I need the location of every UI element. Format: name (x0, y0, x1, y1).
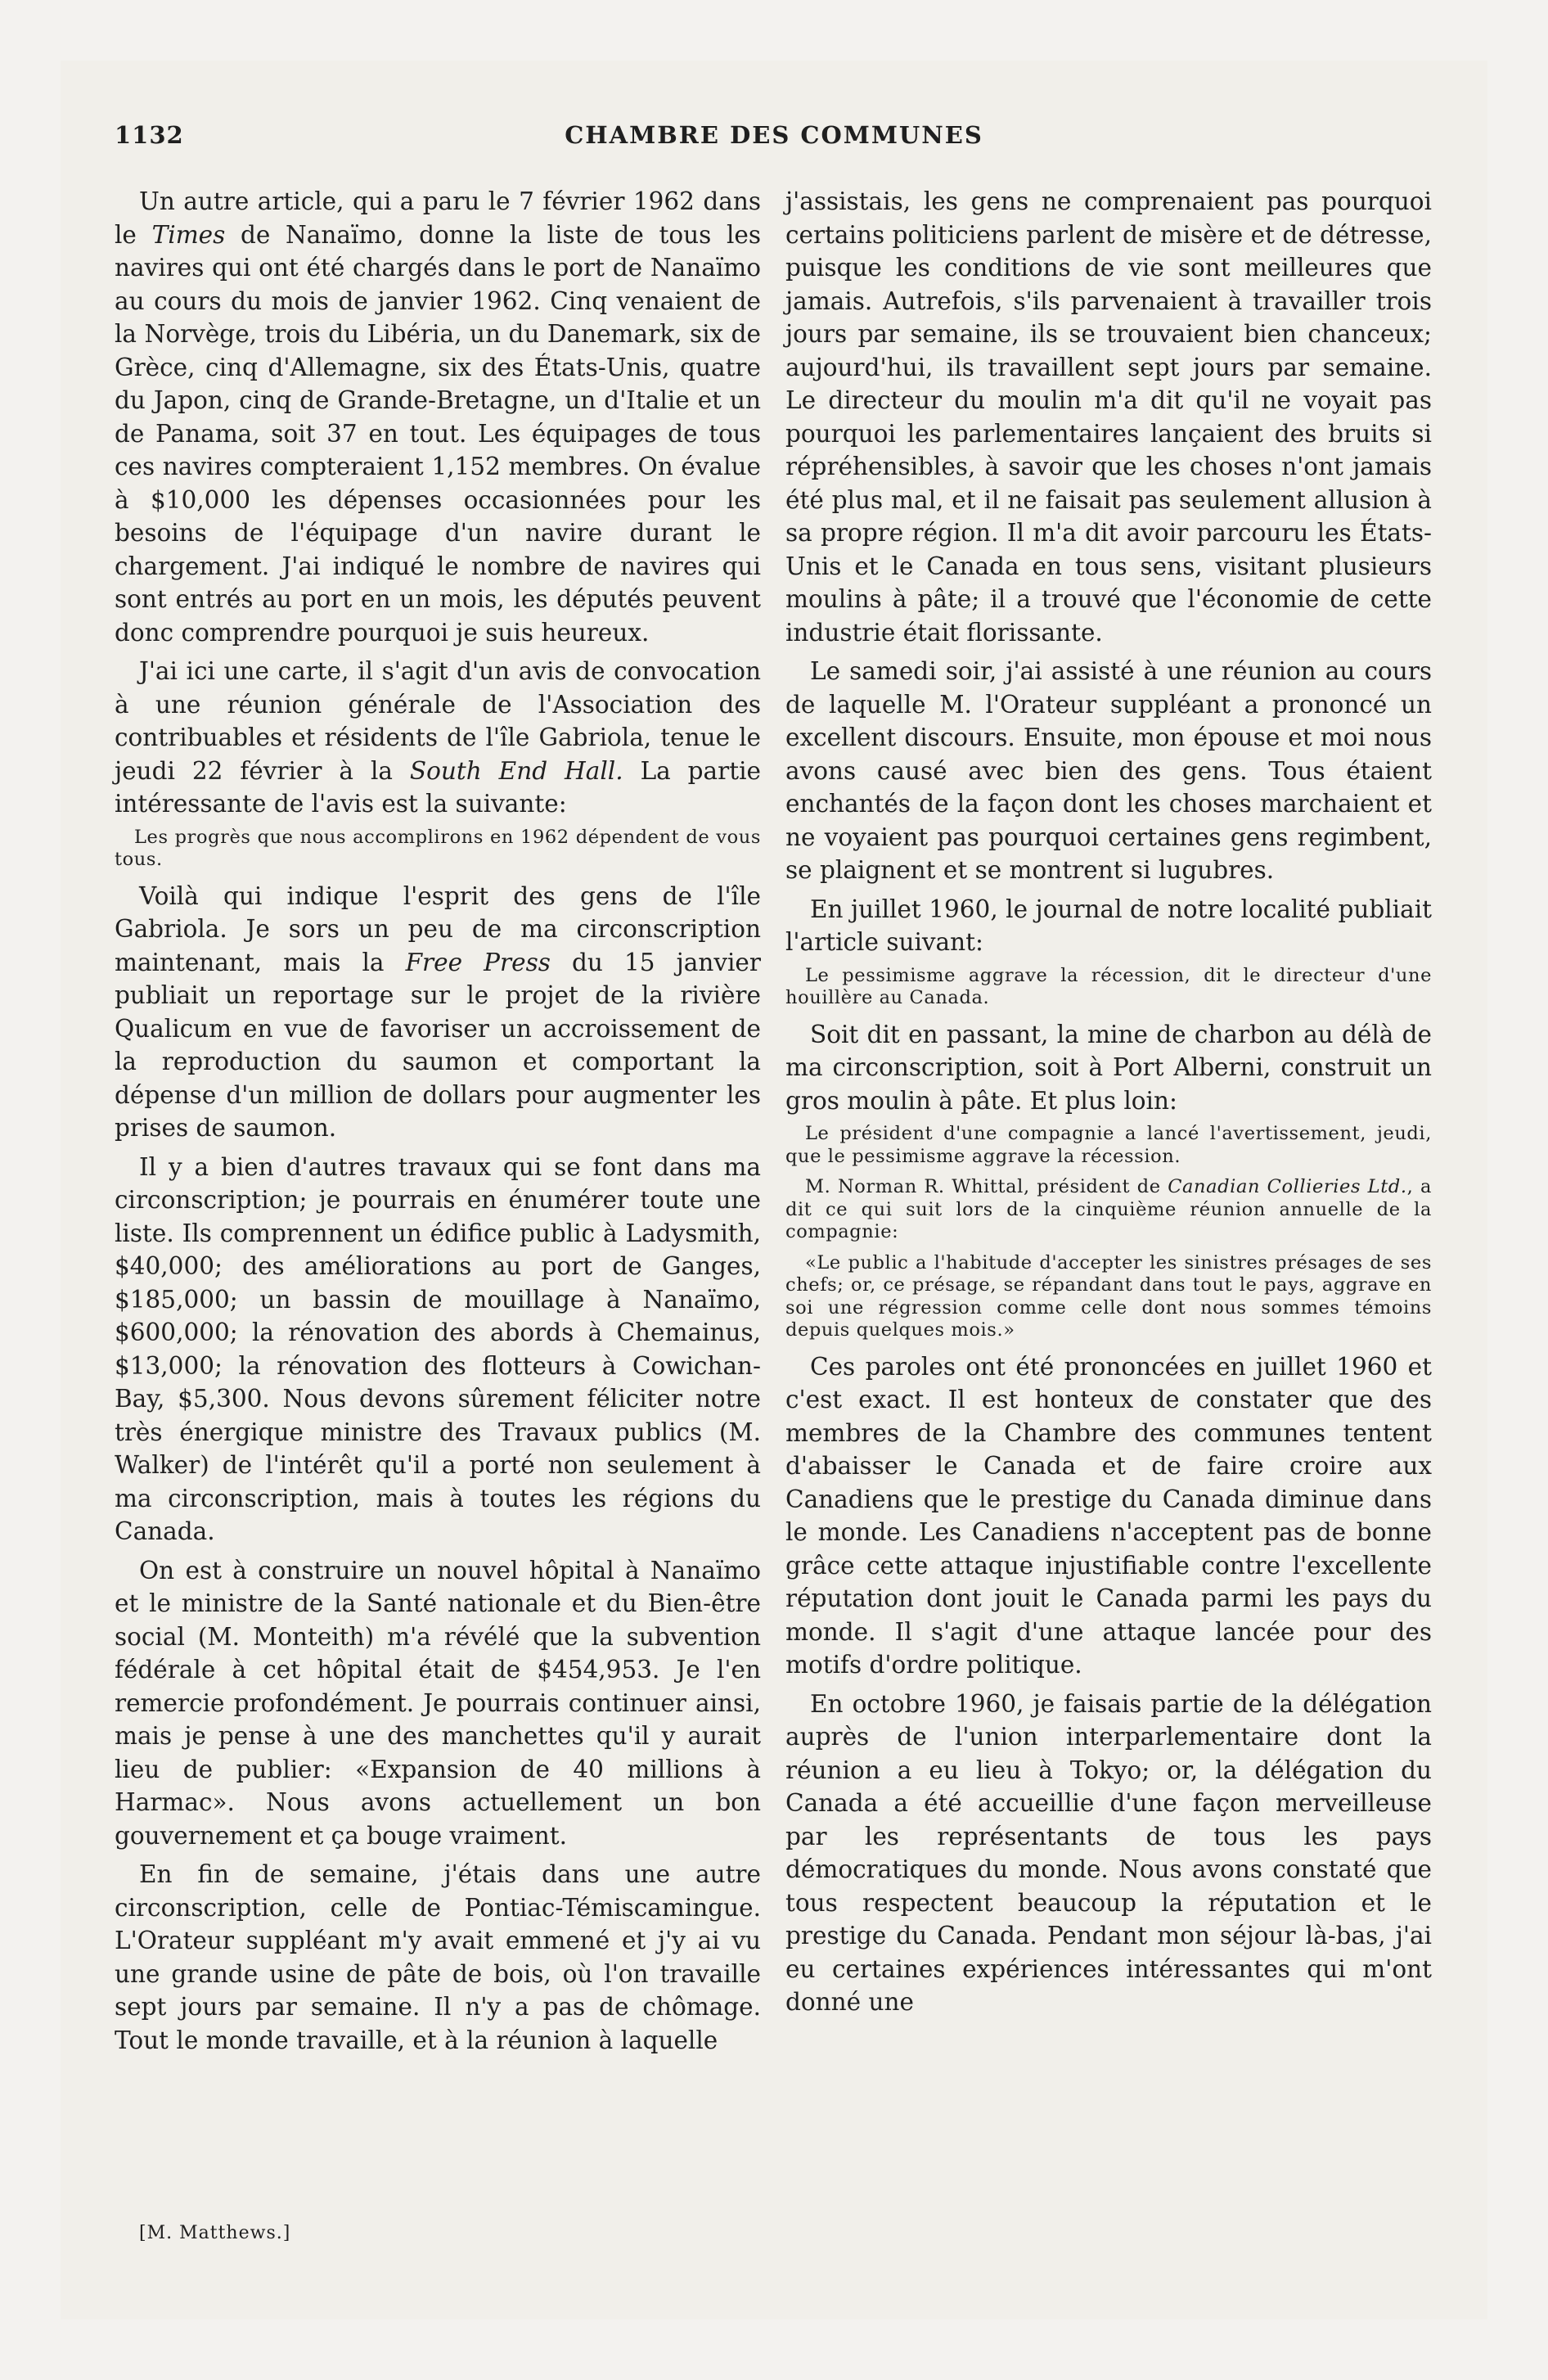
paragraph: j'assistais, les gens ne comprenaient pas pourquoi certains politiciens parlent de misère et de détresse, puisque les conditions de vie sont meilleures que jamais. Autrefois, s'ils parvenaient à travailler trois jours par semaine, ils se trouvaient bien chanceux; aujourd'hui, ils travaillent sept jours par semaine. Le directeur du moulin m'a dit qu'il ne voyait pas pourquoi les parlementaires lançaient des bruits si répréhensibles, à savoir que les choses n'ont jamais été plus mal, et il ne faisait pas seulement allusion à sa propre région. Il m'a dit avoir parcouru les États-Unis et le Canada en tous sens, visitant plusieurs moulins à pâte; il a trouvé que l'économie de cette industrie était florissante. (785, 187, 1432, 647)
paragraph: Voilà qui indique l'esprit des gens de l'île Gabriola. Je sors un peu de ma circonscription maintenant, mais la Free Press du 15 janvier publiait un reportage sur le projet de la rivière Qualicum en vue de favoriser un accroissement de la reproduction du saumon et comportant la dépense d'un million de dollars pour augmenter les prises de saumon. (115, 881, 761, 1142)
paragraph: En juillet 1960, le journal de notre localité publiait l'article suivant: (785, 895, 1432, 956)
running-title: CHAMBRE DES COMMUNES (565, 121, 983, 149)
paragraph: Un autre article, qui a paru le 7 février 1962 dans le Times de Nanaïmo, donne la liste de tous les navires qui ont été chargés dans le port de Nanaïmo au cours du mois de janvier 1962. Cinq venaient de la Norvège, trois du Libéria, un du Danemark, six de Grèce, cinq d'Allemagne, six des États-Unis, quatre du Japon, cinq de Grande-Bretagne, un d'Italie et un de Panama, soit 37 en tout. Les équipages de tous ces navires compteraient 1,152 membres. On évalue à $10,000 les dépenses occasionnées pour les besoins de l'équipage d'un navire durant le chargement. J'ai indiqué le nombre de navires qui sont entrés au port en un mois, les députés peuvent donc comprendre pourquoi je suis heureux. (115, 187, 761, 647)
paragraph: En fin de semaine, j'étais dans une autre circonscription, celle de Pontiac-Témiscamingue. L'Orateur suppléant m'y avait emmené et j'y ai vu une grande usine de pâte de bois, où l'on travaille sept jours par semaine. Il n'y a pas de chômage. Tout le monde travaille, et à la réunion à laquelle (115, 1860, 761, 2054)
right-column (785, 185, 1432, 2025)
paragraph: Il y a bien d'autres travaux qui se font dans ma circonscription; je pourrais en énumérer toute une liste. Ils comprennent un édifice public à Ladysmith, $40,000; des améliorations au port de Ganges, $185,000; un bassin de mouillage à Nanaïmo, $600,000; la rénovation des abords à Chemainus, $13,000; la rénovation des flotteurs à Cowichan-Bay, $5,300. Nous devons sûrement féliciter notre très énergique ministre des Travaux publics (M. Walker) de l'intérêt qu'il a porté non seulement à ma circonscription, mais à toutes les régions du Canada. (115, 1152, 761, 1545)
paragraph: Soit dit en passant, la mine de charbon au délà de ma circonscription, soit à Port Alberni, construit un gros moulin à pâte. Et plus loin: (785, 1020, 1432, 1115)
block-quote: «Le public a l'habitude d'accepter les sinistres présages de ses chefs; or, ce présage, se répandant dans tout le pays, aggrave en soi une régression comme celle dont nous sommes témoins depuis quelques mois.» (785, 1251, 1432, 1341)
paragraph: Le samedi soir, j'ai assisté à une réunion au cours de laquelle M. l'Orateur suppléant a prononcé un excellent discours. Ensuite, mon épouse et moi nous avons causé avec bien des gens. Tous étaient enchantés de la façon dont les choses marchaient et ne voyaient pas pourquoi certaines gens regimbent, se plaignent et se montrent si lugubres. (785, 657, 1432, 884)
block-quote: Les progrès que nous accomplirons en 1962 dépendent de vous tous. (115, 826, 761, 870)
block-quote: M. Norman R. Whittal, président de Canadian Collieries Ltd., a dit ce qui suit lors de la cinquième réunion annuelle de la compagnie: (785, 1176, 1432, 1242)
block-quote: Le pessimisme aggrave la récession, dit le directeur d'une houillère au Canada. (785, 964, 1432, 1008)
left-column (115, 185, 761, 2062)
paragraph: On est à construire un nouvel hôpital à Nanaïmo et le ministre de la Santé nationale et du Bien-être social (M. Monteith) m'a révélé que la subvention fédérale à cet hôpital était de $454,953. Je l'en remercie profondément. Je pourrais continuer ainsi, mais je pense à une des manchettes qu'il y aurait lieu de publier: «Expansion de 40 millions à Harmac». Nous avons actuellement un bon gouvernement et ça bouge vraiment. (115, 1556, 761, 1850)
paragraph: J'ai ici une carte, il s'agit d'un avis de convocation à une réunion générale de l'Association des contribuables et résidents de l'île Gabriola, tenue le jeudi 22 février à la South End Hall. La partie intéressante de l'avis est la suivante: (115, 657, 761, 818)
block-quote: Le président d'une compagnie a lancé l'avertissement, jeudi, que le pessimisme aggrave la récession. (785, 1123, 1432, 1167)
paragraph: En octobre 1960, je faisais partie de la délégation auprès de l'union interparlementaire dont la réunion a eu lieu à Tokyo; or, la délégation du Canada a été accueillie d'une façon merveilleuse par les représentants de tous les pays démocratiques du monde. Nous avons constaté que tous respectent beaucoup la réputation et le prestige du Canada. Pendant mon séjour là-bas, j'ai eu certaines expériences intéressantes qui m'ont donné une (785, 1689, 1432, 2016)
page-number: 1132 (115, 121, 184, 149)
paragraph: Ces paroles ont été prononcées en juillet 1960 et c'est exact. Il est honteux de constater que des membres de la Chambre des communes tentent d'abaisser le Canada et de faire croire aux Canadiens que le prestige du Canada diminue dans le monde. Les Canadiens n'acceptent pas de bonne grâce cette attaque injustifiable contre l'excellente réputation dont jouit le Canada parmi les pays du monde. Il s'agit d'une attaque lancée pour des motifs d'ordre politique. (785, 1352, 1432, 1679)
page-header (115, 121, 1433, 154)
speaker-tag: [M. Matthews.] (139, 2223, 291, 2243)
